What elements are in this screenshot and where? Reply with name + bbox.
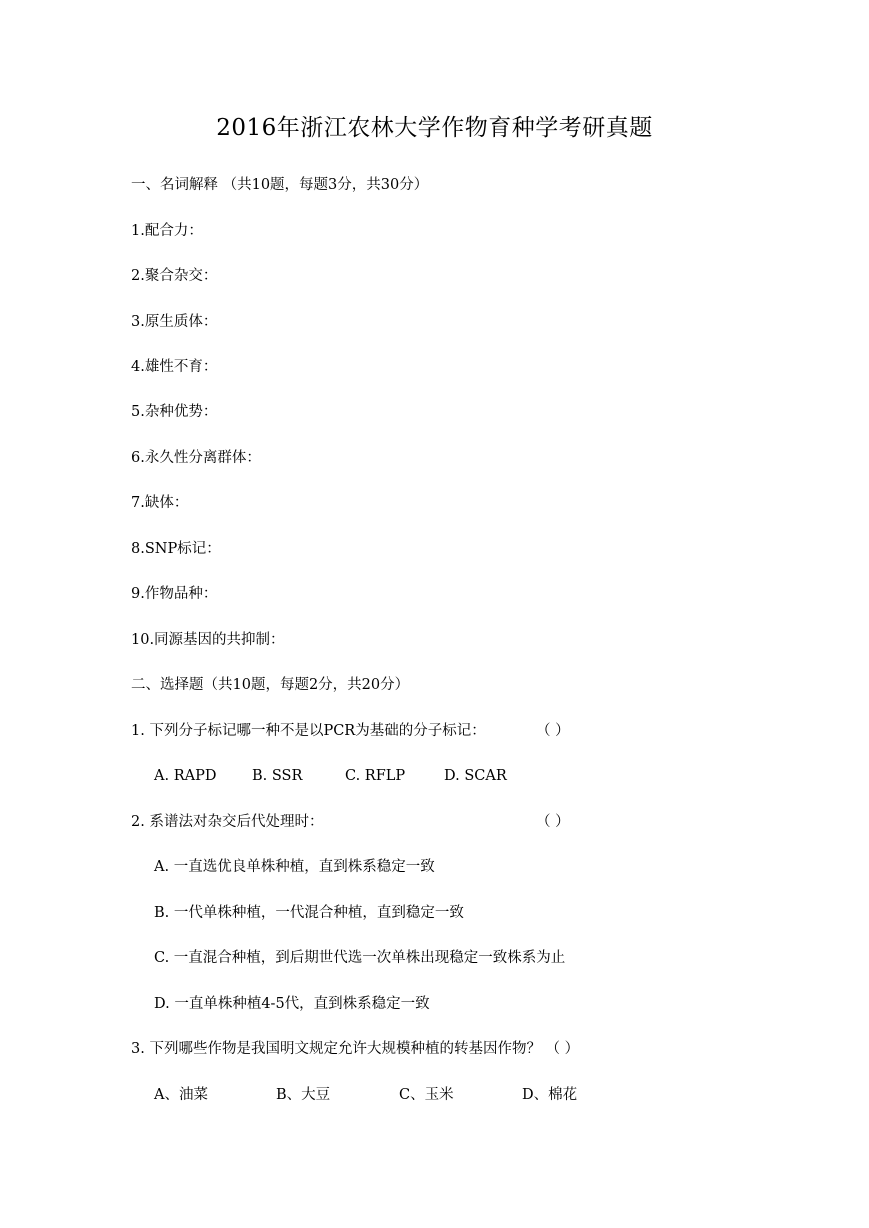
option-b: B、大豆 xyxy=(276,1087,331,1103)
term-item: 9.作物品种： xyxy=(131,586,218,602)
section2-heading: 二、选择题（共10题，每题2分，共20分） xyxy=(131,677,410,693)
term-item: 1.配合力： xyxy=(131,223,203,239)
option-a: A. 一直选优良单株种植，直到株系稳定一致 xyxy=(154,859,435,875)
option-d: D. 一直单株种植4-5代，直到株系稳定一致 xyxy=(154,996,430,1012)
question-1: 1. 下列分子标记哪一种不是以PCR为基础的分子标记： xyxy=(131,723,486,739)
answer-paren: （ ） xyxy=(536,723,570,739)
term-item: 6.永久性分离群体： xyxy=(131,450,261,466)
term-item: 3.原生质体： xyxy=(131,314,218,330)
option-d: D、棉花 xyxy=(522,1087,578,1103)
option-a: A. RAPD xyxy=(154,768,217,784)
option-a: A、油菜 xyxy=(154,1087,208,1103)
section1-heading: 一、名词解释 （共10题，每题3分，共30分） xyxy=(131,177,429,193)
option-c: C、玉米 xyxy=(399,1087,454,1103)
term-item: 2.聚合杂交： xyxy=(131,268,218,284)
term-item: 5.杂种优势： xyxy=(131,404,218,420)
term-item: 4.雄性不育： xyxy=(131,359,218,375)
question-3: 3. 下列哪些作物是我国明文规定允许大规模种植的转基因作物？ （ ） xyxy=(131,1041,580,1057)
term-item: 7.缺体： xyxy=(131,495,189,511)
option-b: B. 一代单株种植，一代混合种植，直到稳定一致 xyxy=(154,905,464,921)
answer-paren: （ ） xyxy=(536,814,570,830)
option-c: C. RFLP xyxy=(345,768,406,784)
question-2: 2. 系谱法对杂交后代处理时： xyxy=(131,814,324,830)
option-c: C. 一直混合种植，到后期世代选一次单株出现稳定一致株系为止 xyxy=(154,950,566,966)
option-d: D. SCAR xyxy=(444,768,507,784)
term-item: 10.同源基因的共抑制： xyxy=(131,632,285,648)
page-title: 2016年浙江农林大学作物育种学考研真题 xyxy=(216,115,653,141)
term-item: 8.SNP标记： xyxy=(131,541,221,557)
option-b: B. SSR xyxy=(252,768,303,784)
